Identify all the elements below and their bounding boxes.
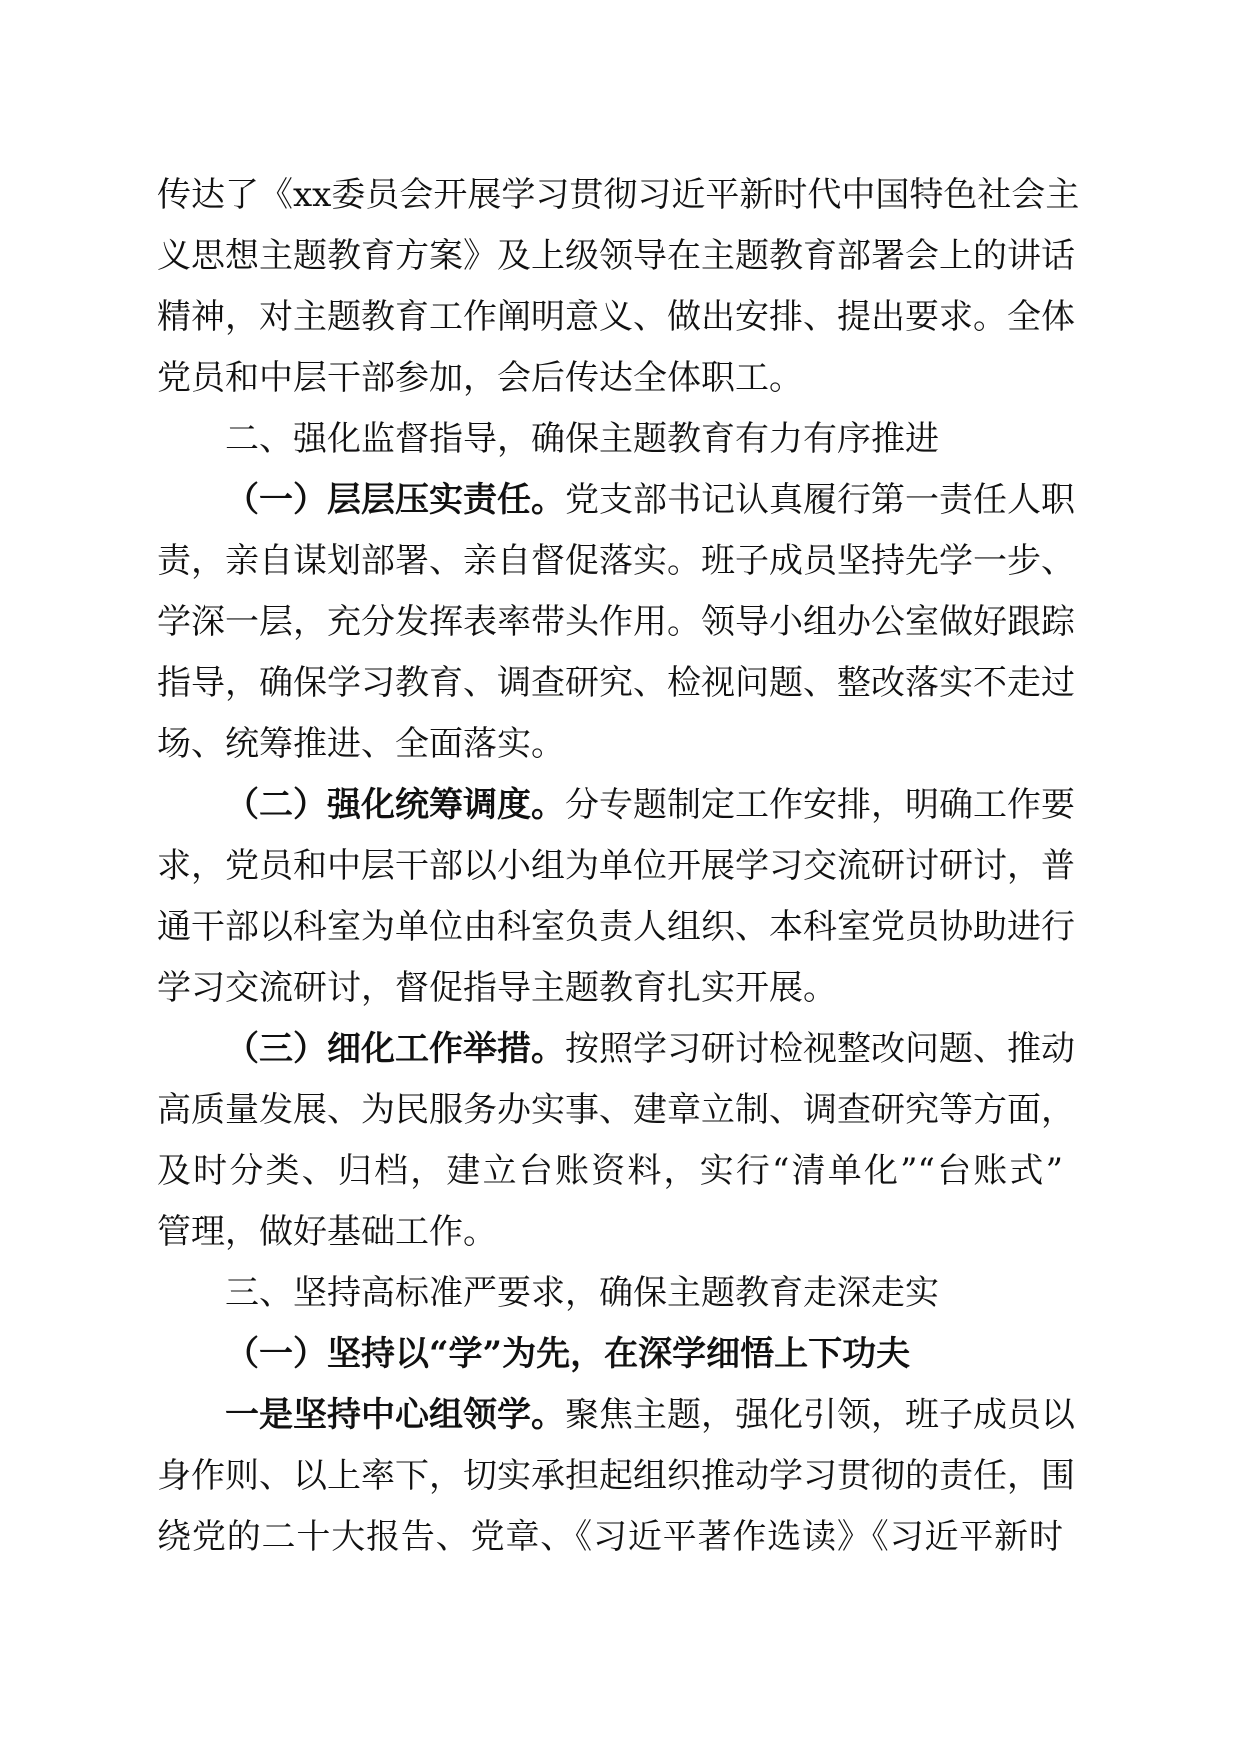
- item-first-line: [157, 1385, 1075, 1446]
- paragraph-line: 高质量发展、为民服务办实事、建章立制、调查研究等方面，: [157, 1090, 1075, 1130]
- paragraph-line: 责，亲自谋划部署、亲自督促落实。班子成员坚持先学一步、: [157, 541, 1075, 581]
- item-text: 分专题制定工作安排，明确工作要: [565, 785, 1075, 825]
- paragraph-line: 传达了《xx委员会开展学习贯彻习近平新时代中国特色社会主: [157, 175, 1080, 215]
- paragraph-line: 学深一层，充分发挥表率带头作用。领导小组办公室做好跟踪: [157, 602, 1075, 642]
- item-lead: （一）层层压实责任。: [225, 480, 565, 520]
- section-heading: 二、强化监督指导，确保主题教育有力有序推进: [225, 419, 939, 459]
- paragraph-line: 指导，确保学习教育、调查研究、检视问题、整改落实不走过: [157, 663, 1075, 703]
- section-heading: 三、坚持高标准严要求，确保主题教育走深走实: [225, 1273, 939, 1313]
- item-text: 聚焦主题，强化引领，班子成员以: [565, 1395, 1075, 1435]
- item-first-line: [157, 775, 1075, 836]
- paragraph-line: 身作则、以上率下，切实承担起组织推动学习贯彻的责任，围: [157, 1456, 1075, 1496]
- item-lead: （三）细化工作举措。: [225, 1029, 565, 1069]
- item-first-line: [157, 470, 1075, 531]
- item-text: 按照学习研讨检视整改问题、推动: [565, 1029, 1075, 1069]
- paragraph-line: 求，党员和中层干部以小组为单位开展学习交流研讨研讨，普: [157, 846, 1075, 886]
- paragraph-line: 及时分类、归档，建立台账资料，实行“清单化”“台账式”: [157, 1151, 1063, 1191]
- subsection-heading: （一）坚持以“学”为先，在深学细悟上下功夫: [225, 1334, 911, 1374]
- item-lead: 一是坚持中心组领学。: [225, 1395, 565, 1435]
- document-page: [157, 165, 1080, 1568]
- paragraph-line: 义思想主题教育方案》及上级领导在主题教育部署会上的讲话: [157, 236, 1075, 276]
- item-first-line: [157, 1019, 1075, 1080]
- paragraph-line: 党员和中层干部参加，会后传达全体职工。: [157, 358, 803, 398]
- paragraph-line: 场、统筹推进、全面落实。: [157, 724, 565, 764]
- paragraph-line: 精神，对主题教育工作阐明意义、做出安排、提出要求。全体: [157, 297, 1075, 337]
- item-text: 党支部书记认真履行第一责任人职: [565, 480, 1075, 520]
- paragraph-line: 学习交流研讨，督促指导主题教育扎实开展。: [157, 968, 837, 1008]
- paragraph-line: 绕党的二十大报告、党章、《习近平著作选读》《习近平新时: [157, 1517, 1063, 1557]
- paragraph-line: 通干部以科室为单位由科室负责人组织、本科室党员协助进行: [157, 907, 1075, 947]
- paragraph-line: 管理，做好基础工作。: [157, 1212, 497, 1252]
- item-lead: （二）强化统筹调度。: [225, 785, 565, 825]
